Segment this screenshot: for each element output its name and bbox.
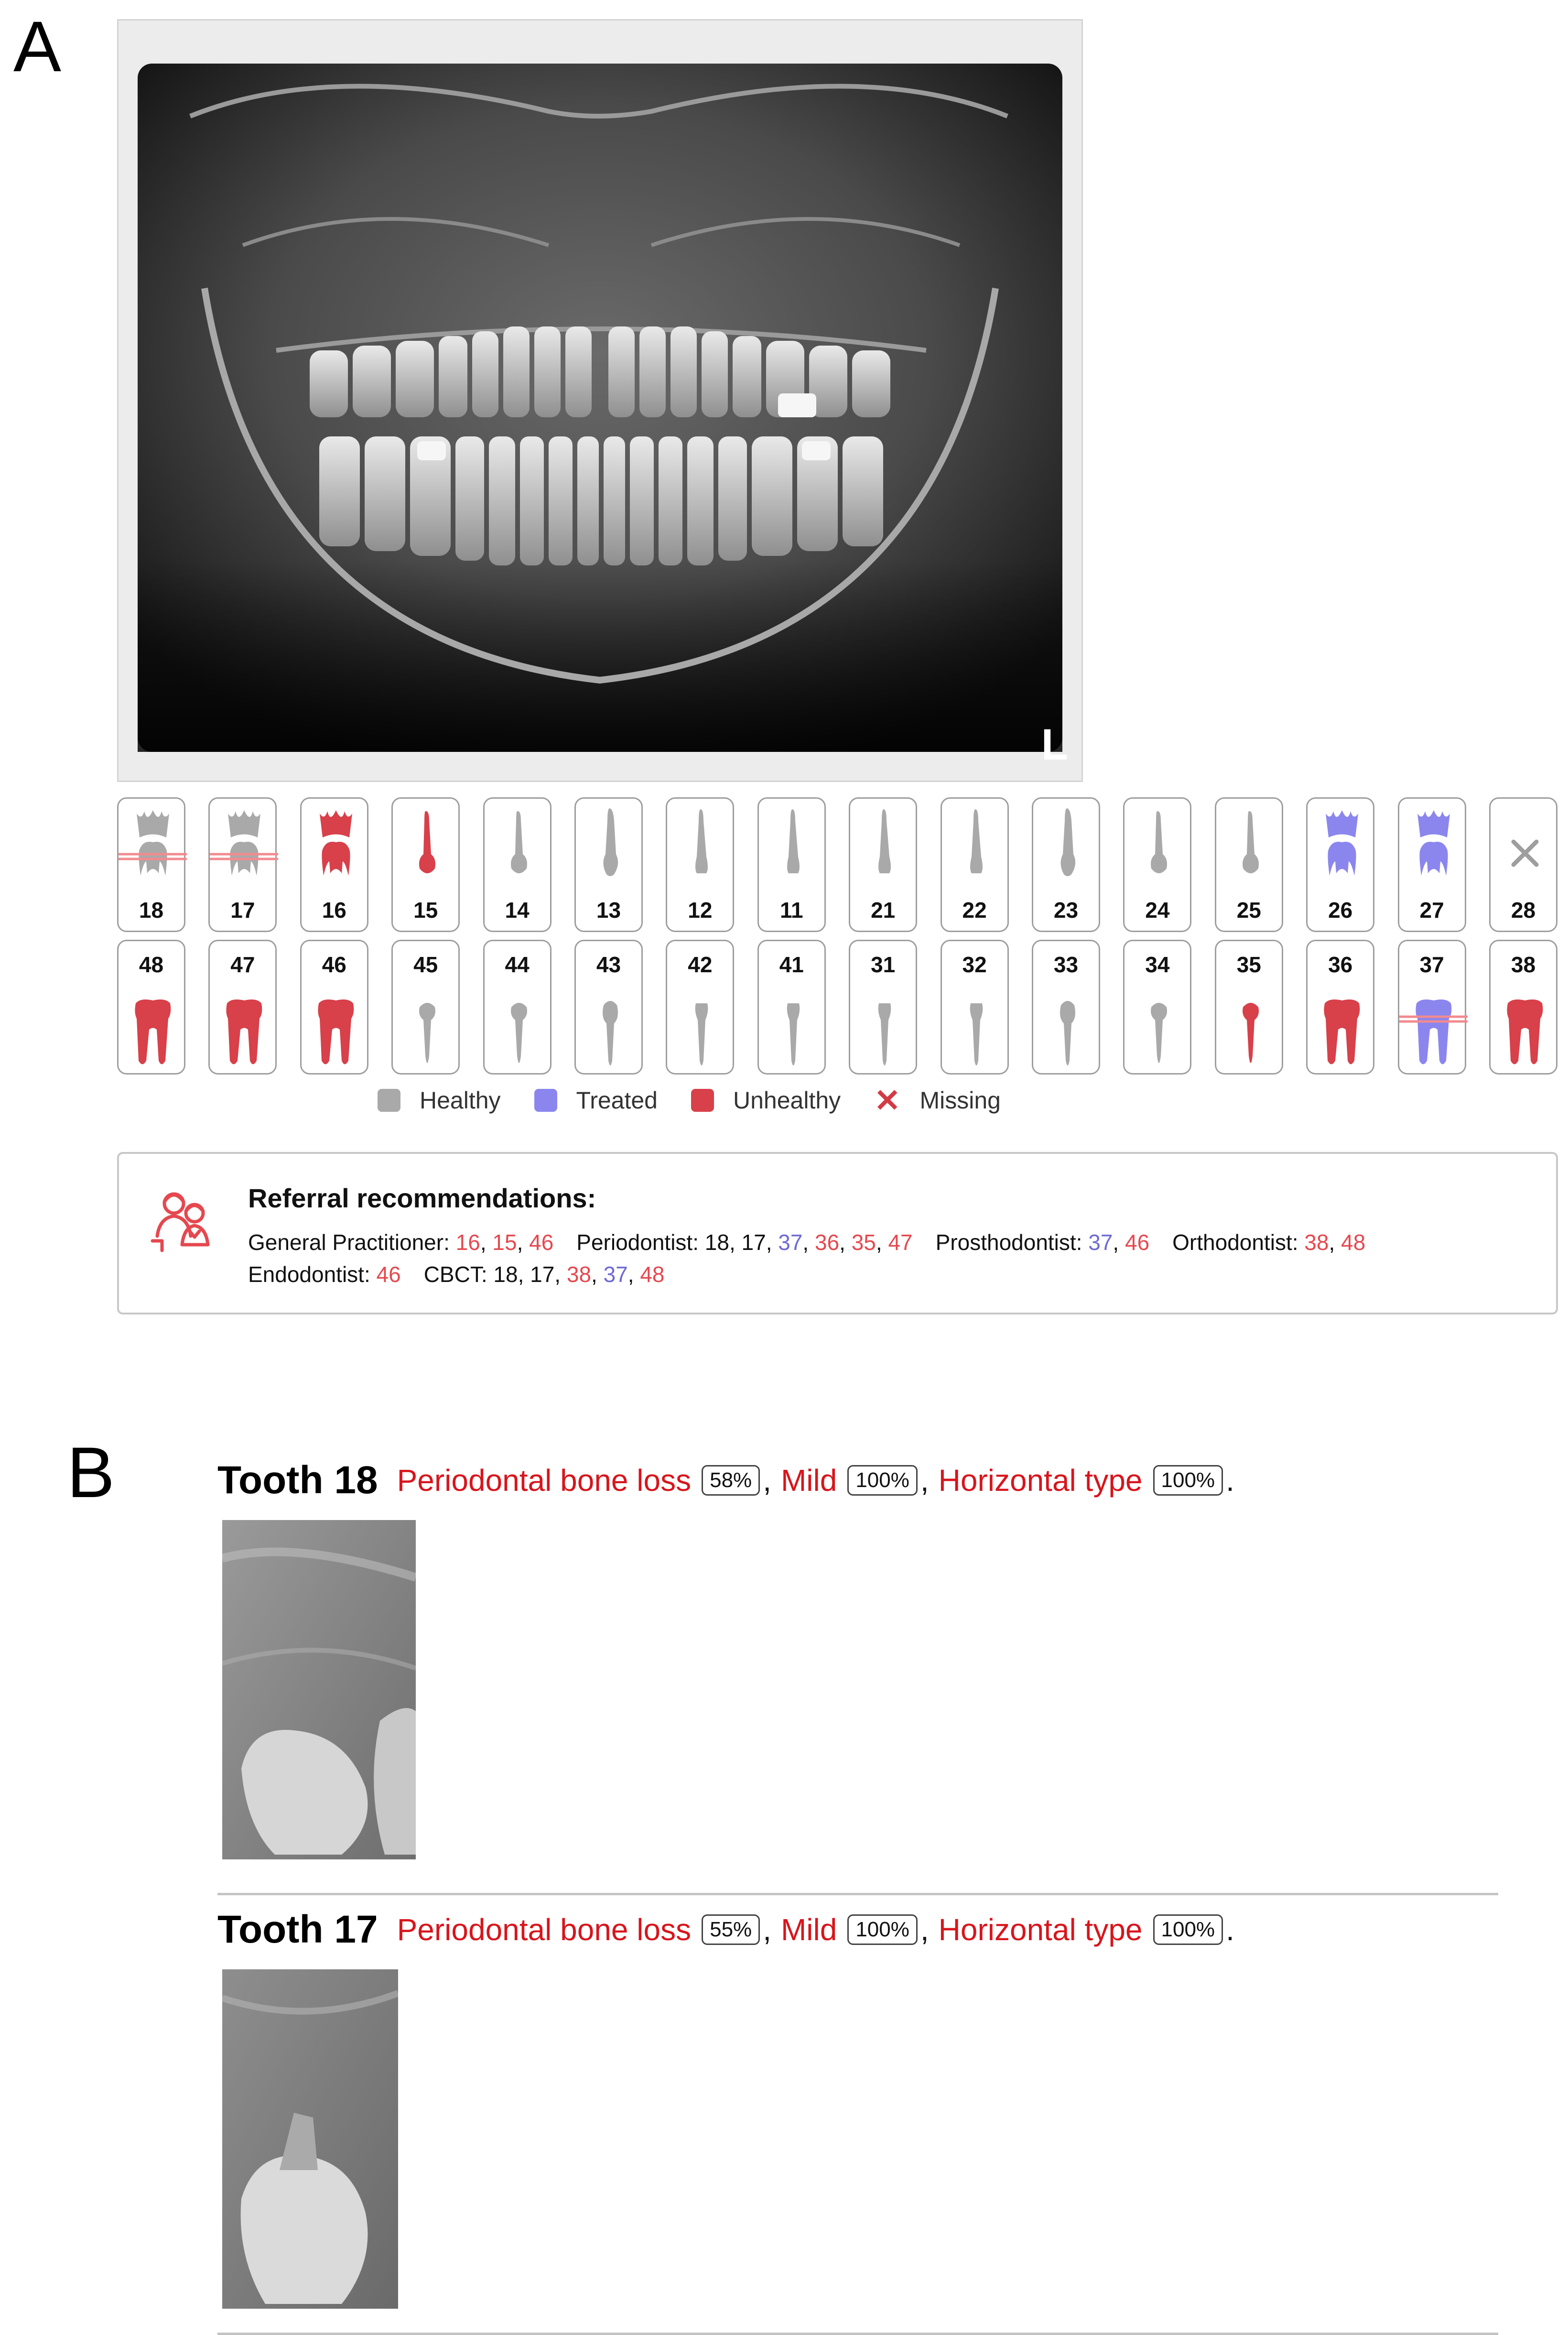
finding-divider [217, 1893, 1498, 1895]
tooth-26-cell[interactable] [1306, 797, 1374, 932]
finding-label: Periodontal bone loss [397, 1463, 692, 1498]
legend-unhealthy [691, 1086, 841, 1114]
tooth-41-cell[interactable] [757, 940, 826, 1075]
tooth-32-icon [942, 994, 1010, 1075]
referral-tooth-number[interactable]: 15 [492, 1230, 517, 1255]
tooth-number: 11 [779, 898, 803, 923]
tooth-number: 47 [230, 952, 255, 977]
tooth-title: Tooth 18 [217, 1458, 378, 1502]
separator: , [876, 1230, 888, 1255]
upper-teeth-row [117, 797, 1558, 934]
missing-x-icon: ✕ [874, 1083, 901, 1118]
separator: , [591, 1262, 604, 1287]
tooth-24-cell[interactable] [1123, 797, 1191, 932]
tooth-26-icon [1308, 802, 1376, 883]
referral-tooth-number[interactable]: 17 [530, 1262, 555, 1287]
tooth-38-cell[interactable] [1489, 940, 1557, 1075]
finding-label: Horizontal type [938, 1463, 1143, 1498]
tooth-22-cell[interactable] [941, 797, 1009, 932]
tooth-16-shape [320, 810, 352, 876]
tooth-14-icon [485, 802, 553, 883]
legend-healthy-label: Healthy [420, 1087, 501, 1114]
referral-specialist [248, 1230, 553, 1255]
tooth-47-icon [210, 994, 278, 1075]
tooth-number: 44 [505, 952, 530, 977]
dentist-referral-icon [148, 1184, 219, 1258]
specialist-label: Endodontist: [248, 1262, 377, 1287]
specialist-label: Periodontist: [576, 1230, 705, 1255]
tooth-42-cell[interactable] [666, 940, 734, 1075]
confidence-badge: 55% [702, 1914, 760, 1945]
legend-healthy [378, 1086, 501, 1114]
referral-tooth-number[interactable]: 17 [741, 1230, 766, 1255]
separator: , [1113, 1230, 1125, 1255]
tooth-number: 46 [322, 952, 346, 977]
referral-title: Referral recommendations: [248, 1183, 596, 1213]
lower-teeth-row [117, 940, 1558, 1076]
separator: , [627, 1262, 640, 1287]
tooth-42-icon [667, 994, 735, 1075]
tooth-35-cell[interactable] [1215, 940, 1283, 1075]
panel-label-b: B [67, 1432, 115, 1512]
tooth-35-icon [1216, 994, 1285, 1075]
tooth-number: 45 [413, 952, 438, 977]
tooth-number: 23 [1053, 898, 1079, 923]
tooth-number: 43 [596, 952, 621, 977]
tooth-23-icon [1033, 802, 1102, 883]
tooth-31-cell[interactable] [849, 940, 917, 1075]
referral-tooth-number[interactable]: 48 [1341, 1230, 1366, 1255]
tooth-36-icon [1308, 994, 1376, 1075]
referral-tooth-number[interactable]: 36 [814, 1230, 840, 1255]
tooth-45-cell[interactable] [391, 940, 460, 1075]
tooth-44-shape [511, 1003, 527, 1063]
tooth-number: 36 [1328, 952, 1353, 977]
tooth-24-icon [1125, 802, 1193, 883]
tooth-16-cell[interactable] [300, 797, 368, 932]
referral-specialist [248, 1262, 401, 1287]
tooth-46-cell[interactable] [300, 940, 368, 1075]
tooth-27-icon [1399, 802, 1468, 883]
legend-treated-label: Treated [576, 1087, 658, 1114]
tooth-18-xray-crop [222, 1520, 416, 1859]
legend-unhealthy-label: Unhealthy [733, 1087, 841, 1114]
referral-tooth-number[interactable]: 46 [1125, 1230, 1150, 1255]
tooth-number: 18 [139, 898, 164, 923]
finding-label: Horizontal type [938, 1912, 1143, 1947]
tooth-48-cell[interactable] [117, 940, 185, 1075]
tooth-13-icon [576, 802, 644, 883]
tooth-25-icon [1216, 802, 1285, 883]
tooth-number: 17 [230, 898, 255, 923]
tooth-number: 12 [688, 898, 713, 923]
specialist-label: Orthodontist: [1172, 1230, 1305, 1255]
tooth-17-icon [210, 802, 278, 883]
tooth-48-icon [119, 994, 187, 1075]
tooth-21-cell[interactable] [849, 797, 917, 932]
status-legend [378, 1083, 1034, 1118]
tooth-32-shape [970, 1003, 983, 1065]
referral-tooth-number[interactable]: 47 [888, 1230, 913, 1255]
separator: , [1329, 1230, 1341, 1255]
separator: , [839, 1230, 852, 1255]
tooth-number: 32 [962, 952, 987, 977]
tooth-38-icon [1491, 994, 1559, 1075]
tooth-23-shape [1060, 808, 1075, 876]
tooth-number: 34 [1145, 952, 1170, 977]
tooth-37-shape [1416, 999, 1451, 1064]
tooth-number: 27 [1419, 898, 1444, 923]
separator: , [729, 1230, 742, 1255]
referral-line-1 [248, 1229, 1388, 1255]
referral-tooth-number[interactable]: 37 [1088, 1230, 1113, 1255]
referral-tooth-number[interactable]: 18 [704, 1230, 729, 1255]
tooth-46-shape [318, 999, 354, 1064]
specialist-label: CBCT: [423, 1262, 494, 1287]
separator: , [920, 1463, 929, 1498]
tooth-33-cell[interactable] [1032, 940, 1100, 1075]
tooth-48-shape [135, 999, 171, 1064]
tooth-number: 14 [505, 898, 530, 923]
tooth-12-shape [695, 809, 708, 873]
referral-specialist [424, 1262, 665, 1287]
tooth-number: 15 [413, 898, 438, 923]
finding-label: Mild [780, 1463, 837, 1498]
confidence-badge: 100% [847, 1465, 918, 1496]
tooth-16-icon [302, 802, 370, 883]
referral-specialist [936, 1230, 1150, 1255]
tooth-45-shape [419, 1003, 435, 1063]
tooth-23-cell[interactable] [1032, 797, 1100, 932]
tooth-17-xray-crop [222, 1969, 398, 2309]
tooth-43-cell[interactable] [574, 940, 643, 1075]
tooth-number: 38 [1511, 952, 1536, 977]
tooth-31-icon [850, 994, 919, 1075]
tooth-45-icon [393, 994, 461, 1075]
tooth-number: 25 [1236, 898, 1261, 923]
separator: , [517, 1230, 530, 1255]
tooth-38-shape [1507, 999, 1543, 1064]
tooth-34-shape [1151, 1003, 1167, 1063]
tooth-21-shape [878, 809, 891, 873]
separator: , [763, 1463, 771, 1498]
tooth-24-shape [1151, 811, 1167, 873]
panel-label-a: A [13, 6, 62, 87]
tooth-13-cell[interactable] [574, 797, 643, 932]
tooth-number: 48 [139, 952, 164, 977]
separator: . [1226, 1463, 1234, 1498]
tooth-number: 26 [1328, 898, 1353, 923]
tooth-15-shape [419, 811, 435, 873]
tooth-12-cell[interactable] [666, 797, 734, 932]
specialist-label: Prosthodontist: [935, 1230, 1089, 1255]
tooth-31-shape [878, 1003, 891, 1065]
referral-tooth-number[interactable]: 16 [455, 1230, 480, 1255]
referral-tooth-number[interactable]: 38 [1304, 1230, 1329, 1255]
tooth-11-shape [787, 809, 800, 873]
separator: , [554, 1262, 567, 1287]
tooth-22-shape [970, 809, 983, 873]
xray-orientation-marker: L [1041, 720, 1068, 769]
tooth-33-shape [1060, 1001, 1075, 1065]
legend-treated [534, 1086, 658, 1114]
tooth-17-finding-header [217, 1907, 1244, 1952]
tooth-32-cell[interactable] [941, 940, 1009, 1075]
referral-specialist [1172, 1230, 1365, 1255]
referral-tooth-number[interactable]: 37 [778, 1230, 803, 1255]
tooth-44-icon [485, 994, 553, 1075]
tooth-36-cell[interactable] [1306, 940, 1374, 1075]
tooth-11-icon [759, 802, 827, 883]
confidence-badge: 100% [1153, 1465, 1223, 1496]
legend-missing-label: Missing [919, 1087, 1001, 1114]
tooth-18-cell[interactable] [117, 797, 185, 932]
tooth-15-icon [393, 802, 461, 883]
tooth-37-cell[interactable] [1398, 940, 1466, 1075]
tooth-number: 33 [1053, 952, 1079, 977]
tooth-25-cell[interactable] [1215, 797, 1283, 932]
tooth-37-icon [1399, 994, 1468, 1075]
tooth-14-cell[interactable] [483, 797, 552, 932]
tooth-11-cell[interactable] [757, 797, 826, 932]
tooth-13-shape [603, 808, 618, 876]
referral-line-2 [248, 1261, 688, 1287]
separator: , [920, 1912, 929, 1947]
tooth-number: 28 [1511, 898, 1536, 923]
tooth-18-shape [137, 810, 169, 876]
tooth-12-icon [667, 802, 735, 883]
referral-tooth-number[interactable]: 37 [603, 1262, 628, 1287]
tooth-34-icon [1125, 994, 1193, 1075]
separator: , [480, 1230, 493, 1255]
tooth-46-icon [302, 994, 370, 1075]
tooth-number: 13 [596, 898, 621, 923]
confidence-badge: 100% [1153, 1914, 1223, 1945]
tooth-number: 37 [1419, 952, 1444, 977]
tooth-27-shape [1417, 810, 1450, 876]
referral-specialist [576, 1230, 912, 1255]
tooth-number: 35 [1236, 952, 1261, 977]
missing-x-icon [1514, 842, 1536, 865]
tooth-41-icon [759, 994, 827, 1075]
legend-missing [874, 1083, 1001, 1118]
referral-recommendations-box [117, 1152, 1558, 1314]
treated-swatch [534, 1089, 557, 1112]
tooth-33-icon [1033, 994, 1102, 1075]
finding-label: Mild [780, 1912, 837, 1947]
tooth-44-cell[interactable] [483, 940, 552, 1075]
tooth-14-shape [511, 811, 527, 873]
tooth-42-shape [695, 1003, 708, 1065]
tooth-17-cell[interactable] [208, 797, 277, 932]
separator: . [1226, 1912, 1234, 1947]
tooth-47-shape [227, 999, 262, 1064]
tooth-47-cell[interactable] [208, 940, 277, 1075]
tooth-18-icon [119, 802, 187, 883]
separator: , [766, 1230, 779, 1255]
healthy-swatch [378, 1089, 400, 1112]
confidence-badge: 58% [702, 1465, 760, 1496]
tooth-27-cell[interactable] [1398, 797, 1466, 932]
confidence-badge: 100% [847, 1914, 918, 1945]
tooth-34-cell[interactable] [1123, 940, 1191, 1075]
unhealthy-swatch [691, 1089, 714, 1112]
tooth-number: 21 [871, 898, 896, 923]
tooth-28-cell[interactable] [1489, 797, 1557, 932]
tooth-number: 24 [1145, 898, 1170, 923]
tooth-43-icon [576, 994, 644, 1075]
tooth-15-cell[interactable] [391, 797, 460, 932]
referral-tooth-number[interactable]: 35 [851, 1230, 876, 1255]
tooth-26-shape [1326, 810, 1358, 876]
referral-tooth-number[interactable]: 38 [566, 1262, 592, 1287]
tooth-21-icon [850, 802, 919, 883]
separator: , [763, 1912, 771, 1947]
referral-tooth-number[interactable]: 46 [376, 1262, 401, 1287]
tooth-18-finding-header [217, 1458, 1244, 1503]
tooth-number: 42 [688, 952, 713, 977]
panoramic-xray-image [117, 19, 1083, 782]
finding-divider [217, 2333, 1498, 2335]
separator: , [518, 1262, 530, 1287]
tooth-number: 22 [962, 898, 987, 923]
tooth-number: 41 [779, 952, 804, 977]
tooth-41-shape [787, 1003, 800, 1065]
referral-tooth-number[interactable]: 18 [493, 1262, 518, 1287]
finding-label: Periodontal bone loss [397, 1912, 692, 1947]
tooth-36-shape [1324, 999, 1360, 1064]
tooth-number: 16 [322, 898, 346, 923]
tooth-22-icon [942, 802, 1010, 883]
referral-tooth-number[interactable]: 46 [529, 1230, 554, 1255]
specialist-label: General Practitioner: [248, 1230, 456, 1255]
tooth-17-shape [228, 810, 260, 876]
tooth-25-shape [1243, 811, 1259, 873]
tooth-number: 31 [871, 952, 896, 977]
separator: , [802, 1230, 815, 1255]
tooth-title: Tooth 17 [217, 1908, 378, 1951]
tooth-43-shape [603, 1001, 618, 1065]
tooth-28-icon [1491, 802, 1559, 883]
tooth-35-shape [1243, 1003, 1259, 1063]
referral-tooth-number[interactable]: 48 [640, 1262, 665, 1287]
